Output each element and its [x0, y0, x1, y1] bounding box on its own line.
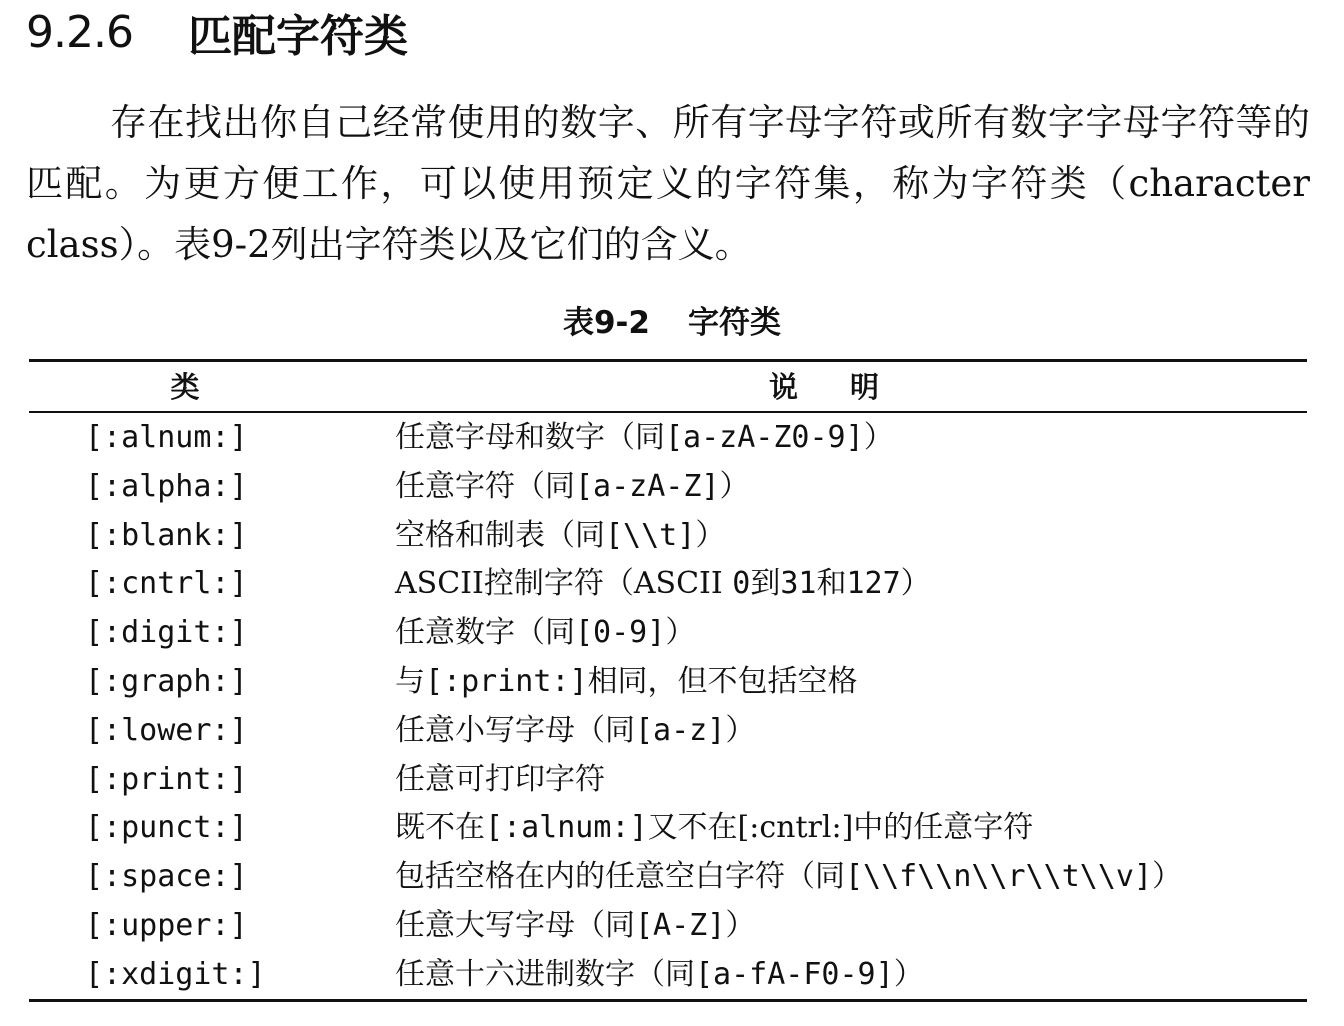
- class-name: [:blank:]: [85, 517, 248, 553]
- table-row: [29, 463, 1307, 512]
- class-name: [:graph:]: [85, 663, 248, 699]
- class-description: 任意数字（同[0-9]）: [395, 615, 696, 651]
- class-name: [:alpha:]: [85, 468, 248, 504]
- section-title: 匹配字符类: [188, 11, 408, 62]
- table-row: [29, 658, 1307, 707]
- class-name: [:print:]: [85, 761, 248, 797]
- section-number: 9.2.6: [26, 6, 133, 58]
- class-description: 任意大写字母（同[A-Z]）: [395, 907, 756, 943]
- table-caption-number: 表9-2: [562, 305, 650, 341]
- table-row: [29, 560, 1307, 609]
- class-name: [:space:]: [85, 859, 248, 895]
- class-name: [:cntrl:]: [85, 566, 248, 602]
- class-description: 任意小写字母（同[a-z]）: [395, 712, 756, 748]
- class-description: 既不在[:alnum:]又不在[:cntrl:]中的任意字符: [395, 810, 1034, 846]
- body-paragraph: 存在找出你自己经常使用的数字、所有字母字符或所有数字字母字符等的匹配。为更方便工作，可以使用预定义的字符集，称为字符类（character class）。表9-2列出字符类以及它们的含义。: [26, 101, 1310, 266]
- table-row: [29, 951, 1307, 1000]
- table-row: [29, 756, 1307, 805]
- table-row: [29, 853, 1307, 902]
- table-caption-title: 字符类: [688, 305, 781, 341]
- table-row: [29, 512, 1307, 561]
- table-caption: [0, 298, 1344, 348]
- table-bottom-rule: [29, 999, 1307, 1002]
- class-description: 包括空格在内的任意空白字符（同[\\f\\n\\r\\t\\v]）: [395, 859, 1183, 895]
- class-name: [:xdigit:]: [85, 956, 266, 992]
- class-name: [:lower:]: [85, 712, 248, 748]
- table-row: [29, 804, 1307, 853]
- class-name: [:punct:]: [85, 810, 248, 846]
- table-row: [29, 609, 1307, 658]
- class-description: 任意可打印字符: [395, 761, 605, 797]
- class-description: 任意字母和数字（同[a-zA-Z0-9]）: [395, 420, 894, 455]
- class-description: 任意十六进制数字（同[a-fA-F0-9]）: [395, 956, 924, 992]
- class-description: 空格和制表（同[\\t]）: [395, 517, 726, 553]
- header-description: 说明: [768, 370, 931, 404]
- class-description: 与[:print:]相同，但不包括空格: [395, 663, 858, 699]
- class-name: [:digit:]: [85, 615, 248, 651]
- table-row: [29, 414, 1307, 463]
- class-name: [:upper:]: [85, 907, 248, 943]
- header-class: 类: [170, 370, 200, 404]
- class-description: ASCII控制字符（ASCII 0到31和127）: [395, 566, 931, 602]
- class-description: 任意字符（同[a-zA-Z]）: [395, 468, 750, 504]
- class-name: [:alnum:]: [85, 420, 248, 455]
- table-row: [29, 902, 1307, 951]
- section-heading: [26, 2, 408, 62]
- table-row: [29, 707, 1307, 756]
- table-header-rule: [29, 411, 1307, 413]
- table-header-row: [29, 362, 1307, 411]
- table-body: [29, 414, 1307, 1000]
